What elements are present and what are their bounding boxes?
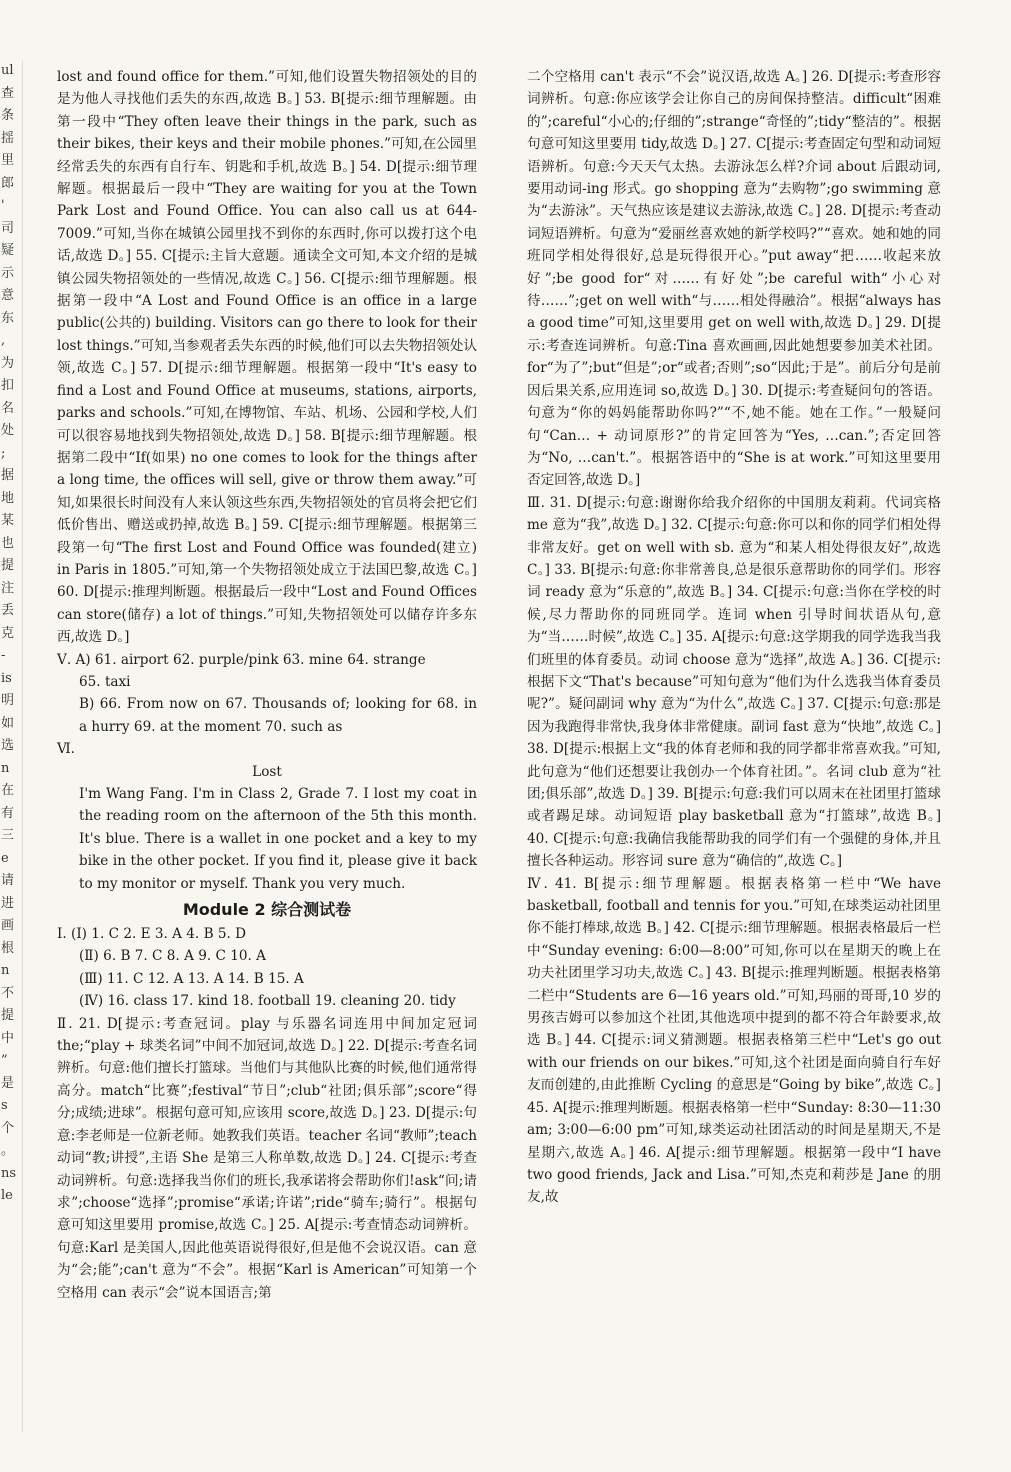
margin-fragment: 画: [1, 918, 15, 933]
margin-fragment: 也: [1, 535, 15, 551]
margin-fragment: ;: [1, 445, 6, 461]
margin-fragment: 有: [1, 805, 15, 821]
answer-row: Ⅰ. (Ⅰ) 1. C 2. E 3. A 4. B 5. D: [57, 926, 247, 943]
margin-fragment: s: [1, 1098, 8, 1113]
margin-fragment: 克: [1, 625, 15, 641]
section-v-b: B) 66. From now on 67. Thousands of; looking for 68. in a hurry 69. at the moment 70. such as: [79, 696, 477, 735]
margin-fragment: 查: [1, 85, 15, 101]
margin-fragment: 据: [1, 468, 15, 483]
composition-text: I'm Wang Fang. I'm in Class 2, Grade 7. I lost my coat in the reading room on the afternoon of the 5th this month. It's blue. There is a wallet in one pocket and a key to my bike in the other pocket. If you find it, please give it back to my monitor or myself. Thank you very much.: [79, 786, 477, 892]
margin-fragment: 里: [1, 153, 15, 168]
left-column: [57, 66, 477, 1304]
margin-fragment: 扣: [1, 378, 15, 393]
margin-fragment: ,: [1, 333, 6, 348]
answer-paragraph: lost and found office for them.”可知,他们设置失物招领处的目的是为他人寻找他们丢失的东西,故选 B。] 53. B[提示:细节理解题。由第一段中“They often leave their things in the park, such as their bikes, their keys and their mobile phones.”可知,在公园里经常丢失的东西有自行车、钥匙和手机,故选 B。] 54. D[提示:细节理解题。根据最后一段中“They are waiting for you at the Town Park Lost and Found Office. You can also call us at 644-7009.”可知,当你在城镇公园里找不到你的东西时,你可以拨打这个电话,故选 D。] 55. C[提示:主旨大意题。通读全文可知,本文介绍的是城镇公园失物招领处的一些情况,故选 C。] 56. C[提示:细节理解题。根据第一段中“A Lost and Found Office is an office in a large public(公共的) building. Visitors can go there to look for their lost things.”可知,当参观者丢失东西的时候,他们可以去失物招领处认领,故选 C。] 57. D[提示:细节理解题。根据第一段中“It's easy to find a Lost and Found Office at museums, stations, airports, parks and schools.”可知,在博物馆、车站、机场、公园和学校,人们可以很容易地找到失物招领处,故选 D。] 58. B[提示:细节理解题。根据第二段中“If(如果) no one comes to look for the things after a long time, the offices will sell, give or throw them away.”可知,如果很长时间没有人来认领这些东西,失物招领处的官员将会把它们低价售出、赠送或扔掉,故选 B。] 59. C[提示:细节理解题。根据第三段第一句“The first Lost and Found Office was founded(建立) in Paris in 1805.”可知,第一个失物招领处成立于法国巴黎,故选 C。] 60. D[提示:推理判断题。根据最后一段中“Lost and Found Offices can store(储存) a lot of things.”可知,失物招领处可以储存许多东西,故选 D。]: [57, 69, 477, 646]
composition-title: Lost: [252, 763, 282, 780]
section-v-a: Ⅴ. A) 61. airport 62. purple/pink 63. mine 64. strange: [57, 651, 426, 668]
answer-row: (Ⅲ) 11. C 12. A 13. A 14. B 15. A: [79, 970, 304, 987]
answer-row: (Ⅳ) 16. class 17. kind 18. football 19. cleaning 20. tidy: [79, 993, 456, 1010]
margin-fragment: 注: [1, 580, 15, 596]
margin-fragment: 如: [1, 715, 15, 731]
answer-paragraph: Ⅱ. 21. D[提示:考查冠词。play 与乐器名词连用中间加定冠词 the;“play + 球类名词”中间不加冠词,故选 D。] 22. D[提示:考查名词辨析。句意:他们擅长打篮球。当他们与其他队比赛的时候,他们通常得高分。match“比赛”;festival“节日”;club“社团;俱乐部”;score“得分;成绩;进球”。根据句意可知,应该用 score,故选 D。] 23. D[提示:句意:李老师是一位新老师。她教我们英语。teacher 名词“教师”;teach 动词“教;讲授”,主语 She 是第三人称单数,故选 D。] 24. C[提示:考查动词辨析。句意:选择我当你们的班长,我承诺将会帮助你们!ask“问;请求”;choose“选择”;promise“承诺;许诺”;ride“骑车;骑行”。根据句意可知这里要用 promise,故选 C。] 25. A[提示:考查情态动词辨析。句意:Karl 是美国人,因此他英语说得很好,但是他不会说汉语。can 意为“会;能”;can't 意为“不会”。根据“Karl is American”可知第一个空格用 can 表示“会”说本国语言;第: [57, 1015, 477, 1301]
margin-fragment: 条: [1, 108, 15, 123]
answer-paragraph: 二个空格用 can't 表示“不会”说汉语,故选 A。] 26. D[提示:考查形容词辨析。句意:你应该学会让你自己的房间保持整洁。difficult“困难的”;careful“小心的;仔细的”;strange“奇怪的”;tidy“整洁的”。根据句意可知这里要用 tidy,故选 D。] 27. C[提示:考查固定句型和动词短语辨析。句意:今天天气太热。去游泳怎么样?介词 about 后跟动词,要用动词-ing 形式。go shopping 意为“去购物”;go swimming 意为“去游泳”。天气热应该是建议去游泳,故选 C。] 28. D[提示:考查动词短语辨析。句意为“爱丽丝喜欢她的新学校吗?”“喜欢。她和她的同班同学相处得很好,总是玩得很开心。”put away“把……收起来放好”;be good for“对……有好处”;be careful with“小心对待……”;get on well with“与……相处得融洽”。根据“always has a good time”可知,这里要用 get on well with,故选 D。] 29. D[提示:考查连词辨析。句意:Tina 喜欢画画,因此她想要参加美术社团。for“为了”;but“但是”;or“或者;否则”;so“因此;于是”。前后分句是前因后果关系,应用连词 so,故选 D。] 30. D[提示:考查疑问句的答语。句意为“你的妈妈能帮助你吗?”“不,她不能。她在工作。”一般疑问句“Can… + 动词原形?”的肯定回答为“Yes, …can.”;否定回答为“No, …can't.”。根据答语中的“She is at work.”可知这里要用否定回答,故选 D。]: [527, 69, 941, 489]
margin-fragment: 不: [1, 985, 15, 1001]
margin-fragment: le: [1, 1188, 13, 1203]
answer-row: (Ⅱ) 6. B 7. C 8. A 9. C 10. A: [79, 948, 266, 965]
margin-fragment: 地: [1, 490, 15, 506]
right-column: [527, 66, 941, 1209]
section-vi-label: Ⅵ.: [57, 741, 75, 758]
margin-fragment: ': [1, 198, 5, 213]
margin-fragment: 揺: [1, 130, 15, 146]
margin-fragment: 意: [1, 288, 15, 303]
margin-fragment: ul: [1, 63, 14, 78]
margin-fragment: 提: [1, 1008, 15, 1023]
margin-fragment: 为: [1, 355, 15, 371]
margin-fragment: e: [1, 850, 9, 866]
margin-fragment: 根: [1, 940, 15, 956]
section-v-a-cont: 65. taxi: [79, 673, 131, 690]
binding-margin-strip: [0, 60, 23, 1432]
margin-fragment: 三: [1, 828, 15, 843]
margin-fragment: 是: [1, 1075, 15, 1091]
margin-fragment: 丢: [1, 603, 15, 618]
margin-fragment: 明: [1, 693, 15, 708]
margin-fragment: 个: [1, 1120, 15, 1136]
margin-fragment: 在: [1, 783, 15, 798]
margin-fragment: 示: [1, 265, 15, 281]
margin-fragment: 东: [1, 310, 15, 326]
margin-fragment: 。: [1, 1143, 15, 1158]
margin-fragment: 进: [1, 895, 15, 911]
margin-fragment: 中: [1, 1030, 15, 1046]
margin-fragment: ”: [1, 1053, 8, 1068]
margin-fragment: n: [1, 760, 10, 776]
margin-fragment: 处: [1, 423, 15, 438]
margin-fragment: n: [1, 963, 10, 978]
answer-paragraph: Ⅲ. 31. D[提示:句意:谢谢你给我介绍你的中国朋友莉莉。代词宾格 me 意为“我”,故选 D。] 32. C[提示:句意:你可以和你的同学们相处得非常友好。get on well with sb. 意为“和某人相处得很友好”,故选 C。] 33. B[提示:句意:你非常善良,总是很乐意帮助你的同学们。形容词 ready 意为“乐意的”,故选 B。] 34. C[提示:句意:当你在学校的时候,尽力帮助你的同班同学。连词 when 引导时间状语从句,意为“当……时候”,故选 C。] 35. A[提示:句意:这学期我的同学选我当我们班里的体育委员。动词 choose 意为“选择”,故选 A。] 36. C[提示:根据下文“That's because”可知句意为“他们为什么选我当体育委员呢?”。疑问副词 why 意为“为什么”,故选 C。] 37. C[提示:句意:那是因为我跑得非常快,我身体非常健康。副词 fast 意为“快地”,故选 C。] 38. D[提示:根据上文“我的体育老师和我的同学都非常喜欢我。”可知,此句意为“他们还想要让我创办一个体育社团。”。名词 club 意为“社团;俱乐部”,故选 D。] 39. B[提示:句意:我们可以周末在社团里打篮球或者踢足球。动词短语 play basketball 意为“打篮球”,故选 B。] 40. C[提示:句意:我确信我能帮助我的同学们有一个强健的身体,并且擅长各种运动。形容词 sure 意为“确信的”,故选 C。]: [527, 494, 941, 870]
margin-fragment: -: [1, 648, 6, 663]
margin-fragment: is: [1, 670, 12, 686]
margin-fragment: 提: [1, 558, 15, 573]
module-title: Module 2 综合测试卷: [182, 900, 352, 920]
margin-fragment: 某: [1, 513, 15, 528]
margin-fragment: 请: [1, 873, 15, 888]
margin-fragment: 郎: [1, 175, 15, 191]
answer-paragraph: Ⅳ. 41. B[提示:细节理解题。根据表格第一栏中“We have basketball, football and tennis for you.”可知,在球类运动社团里你不能打棒球,故选 B。] 42. C[提示:细节理解题。根据表格最后一栏中“Sunday evening: 6:00—8:00”可知,你可以在星期天的晚上在功夫社团里学习功夫,故选 C。] 43. B[提示:推理判断题。根据表格第二栏中“Students are 6—16 years old.”可知,玛丽的哥哥,10 岁的男孩吉姆可以参加这个社团,其他选项中提到的都不符合年龄要求,故选 B。] 44. C[提示:词义猜测题。根据表格第三栏中“Let's go out with our friends on our bikes.”可知,这个社团是面向骑自行车好友而创建的,由此推断 Cycling 的意思是“Going by bike”,故选 C。] 45. A[提示:推理判断题。根据表格第一栏中“Sunday: 8:30—11:30 am; 3:00—6:00 pm”可知,球类运动社团活动的时间是星期天,不是星期六,故选 A。] 46. A[提示:细节理解题。根据第一段中“I have two good friends, Jack and Lisa.”可知,杰克和莉莎是 Jane 的朋友,故: [527, 875, 941, 1206]
margin-fragment: ns: [1, 1165, 17, 1181]
margin-fragment: 选: [1, 738, 15, 753]
margin-fragment: 名: [1, 400, 15, 416]
margin-fragment: 司: [1, 220, 15, 236]
margin-fragment: 疑: [1, 243, 15, 258]
